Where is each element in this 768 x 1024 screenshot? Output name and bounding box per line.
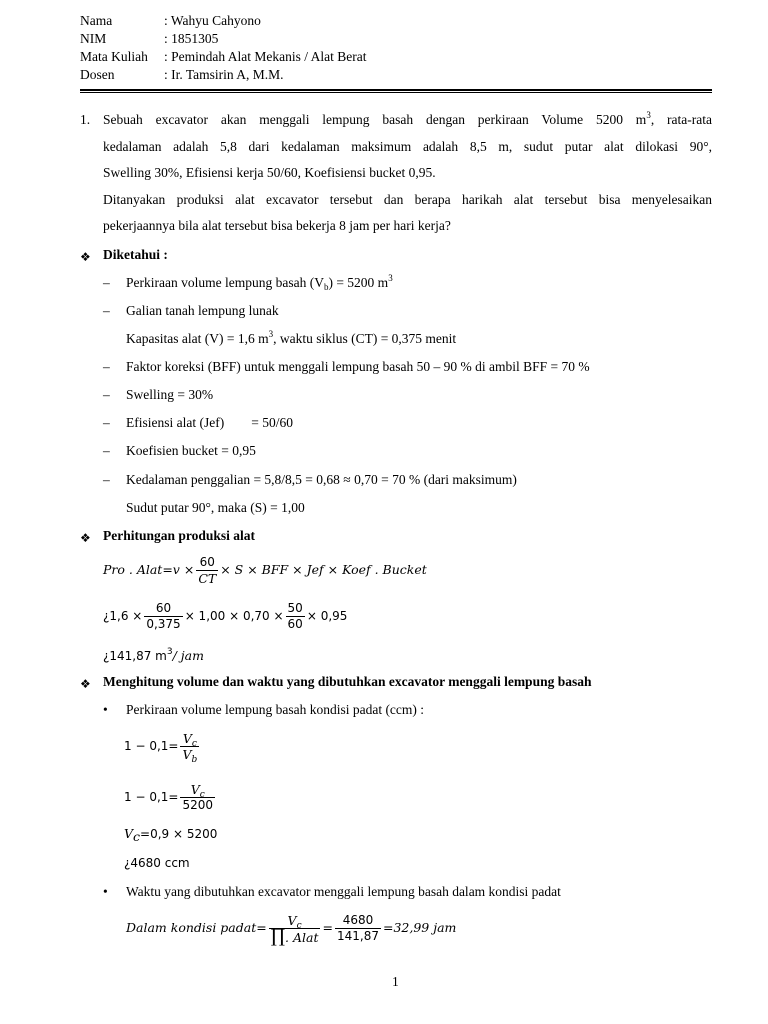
volume-formula-3: $V_c=0,9 \times 5200$: [124, 826, 218, 844]
list-item-continuation: Sudut putar 90°, maka (S) = 1,00: [126, 500, 305, 515]
diamond-bullet-icon: ❖: [80, 677, 91, 691]
dash-bullet-icon: –: [103, 303, 110, 318]
volume-result: ¿4680 ccm: [124, 856, 190, 870]
volume-heading: Menghitung volume dan waktu yang dibutuhkan excavator menggali lempung basah: [103, 674, 592, 689]
list-item: Waktu yang dibutuhkan excavator menggali lempung basah dalam kondisi padat: [126, 884, 561, 899]
dash-bullet-icon: –: [103, 443, 110, 458]
dot-bullet-icon: •: [103, 884, 108, 899]
list-item: Galian tanah lempung lunak: [126, 303, 279, 318]
dosen-value: : Ir. Tamsirin A, M.M.: [164, 67, 284, 82]
diketahui-heading: Diketahui :: [103, 247, 168, 262]
volume-formula-2: 1 − 0,1= $\frac{V_c}{5200}$: [124, 782, 214, 812]
production-formula: Pro . Alat=v × $\frac{60}{CT}$ × S × BFF × Jef × Koef . Bucket: [103, 555, 427, 586]
dash-bullet-icon: –: [103, 359, 110, 374]
time-formula: Dalam kondisi padat= $\frac{V_c}{\text{∏. Alat}}$ = $\frac{4680}{141,87}$ =32,99 jam: [126, 912, 457, 947]
dash-bullet-icon: –: [103, 387, 110, 402]
nama-label: Nama: [80, 13, 113, 28]
dosen-label: Dosen: [80, 67, 115, 82]
list-item: Perkiraan volume lempung basah kondisi padat (ccm) :: [126, 702, 425, 717]
diamond-bullet-icon: ❖: [80, 531, 91, 545]
question-text: Sebuah excavator akan menggali lempung basah dengan perkiraan Volume 5200 $m^3$, rata-rata kedalaman adalah 5,8 dari kedalaman maksimum adalah 8,5 m, sudut putar alat dilokasi 90°, Swelling 30%, Efisiensi kerja 50/60, Koefisiensi bucket 0,95. Ditanyakan produksi alat excavator tersebut dan berapa harikah alat tersebut bisa menyelesaikan pekerjaannya bila alat tersebut bisa bekerja 8 jam per hari kerja?: [103, 110, 712, 233]
list-item-continuation: Kapasitas alat (V) = 1,6 $m^3$, waktu siklus (CT) = 0,375 menit: [126, 329, 457, 346]
dot-bullet-icon: •: [103, 702, 108, 717]
list-item: Koefisien bucket = 0,95: [126, 443, 256, 458]
dash-bullet-icon: –: [103, 275, 110, 290]
diamond-bullet-icon: ❖: [80, 250, 91, 264]
question-number: 1.: [80, 112, 91, 127]
volume-formula-1: 1 − 0,1= $\frac{V_c}{V_b}$: [124, 731, 198, 765]
dash-bullet-icon: –: [103, 415, 110, 430]
matkul-label: Mata Kuliah: [80, 49, 148, 64]
nama-value: : Wahyu Cahyono: [164, 13, 261, 28]
nim-label: NIM: [80, 31, 107, 46]
list-item: Swelling = 30%: [126, 387, 214, 402]
header-divider: [80, 89, 712, 93]
dash-bullet-icon: –: [103, 472, 110, 487]
production-result: ¿141,87 $m^3/$ jam: [103, 647, 204, 663]
perhitungan-heading: Perhitungan produksi alat: [103, 528, 256, 543]
production-substitution: ¿1,6 × $\frac{60}{0,375}$ × 1,00 × 0,70 × $\frac{50}{60}$ × 0,95: [103, 601, 348, 631]
matkul-value: : Pemindah Alat Mekanis / Alat Berat: [164, 49, 367, 64]
list-item: Efisiensi alat (Jef) = 50/60: [126, 415, 293, 430]
list-item: Faktor koreksi (BFF) untuk menggali lempung basah 50 – 90 % di ambil BFF = 70 %: [126, 359, 590, 374]
list-item: Perkiraan volume lempung basah $(V_b) = 5200$ $m^3$: [126, 273, 393, 292]
nim-value: : 1851305: [164, 31, 219, 46]
list-item: Kedalaman penggalian = 5,8/8,5 = 0,68 ≈ 0,70 = 70 % (dari maksimum): [126, 472, 517, 487]
page-number: 1: [392, 974, 399, 989]
